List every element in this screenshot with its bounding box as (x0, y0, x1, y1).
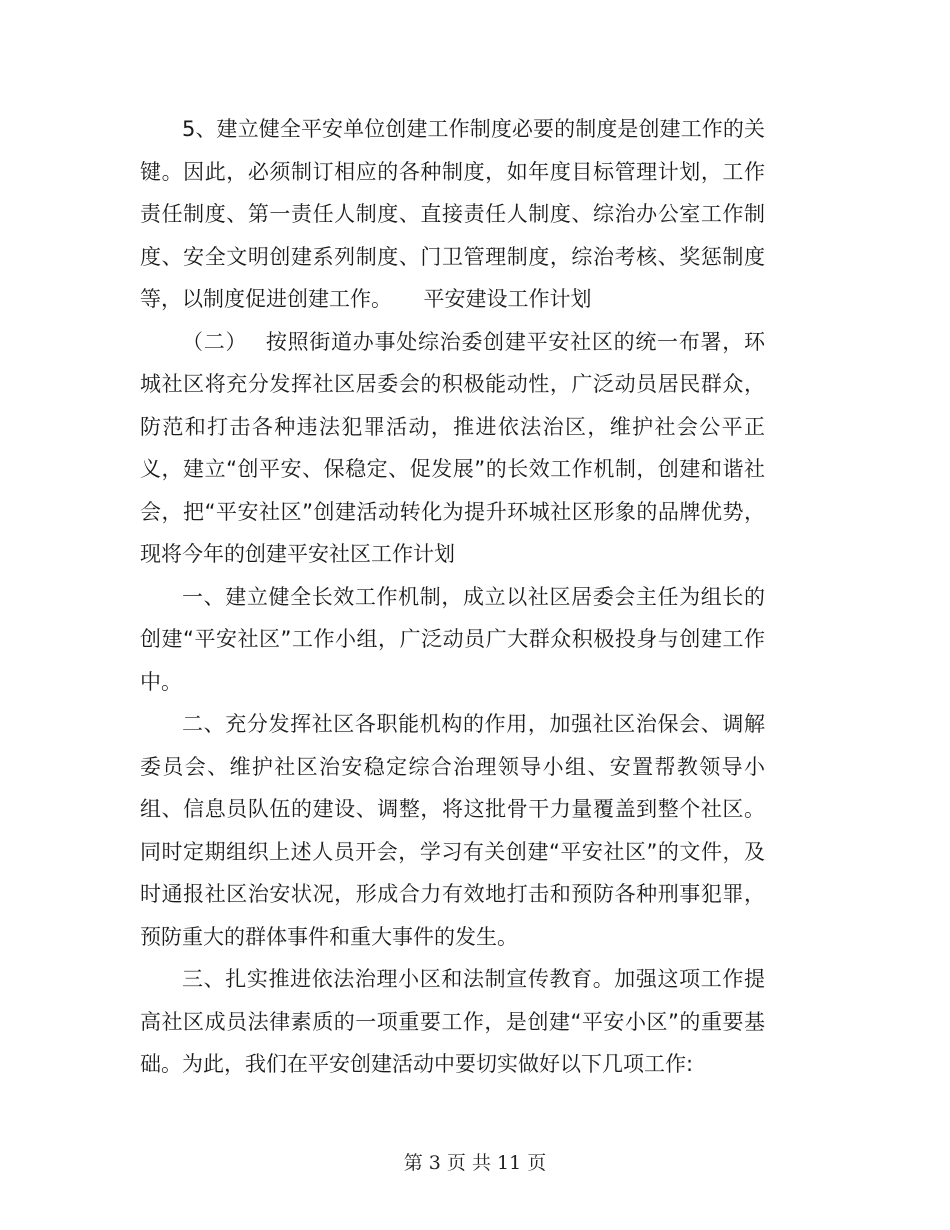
paragraph-functional-bodies: 二、充分发挥社区各职能机构的作用，加强社区治保会、调解委员会、维护社区治安稳定综合治理领导小组、安置帮教领导小组、信息员队伍的建设、调整，将这批骨干力量覆盖到整个社区。同时定期组织上述人员开会，学习有关创建“平安社区”的文件，及时通报社区治安状况，形成合力有效地打击和预防各种刑事犯罪，预防重大的群体事件和重大事件的发生。 (140, 712, 765, 949)
paragraph-community-plan-intro: （二） 按照街道办事处综治委创建平安社区的统一布署，环城社区将充分发挥社区居委会的积极能动性，广泛动员居民群众，防范和打击各种违法犯罪活动，推进依法治区，维护社会公平正义，建立“创平安、保稳定、促发展”的长效工作机制，创建和谐社会，把“平安社区”创建活动转化为提升环城社区形象的品牌优势，现将今年的创建平安社区工作计划 (140, 329, 765, 566)
paragraph-institution-building: 5、建立健全平安单位创建工作制度必要的制度是创建工作的关键。因此，必须制订相应的各种制度，如年度目标管理计划，工作责任制度、第一责任人制度、直接责任人制度、综治办公室工作制度、安全文明创建系列制度、门卫管理制度，综治考核、奖惩制度等，以制度促进创建工作。 平安建设工作计划 (140, 117, 765, 311)
paragraph-mechanism: 一、建立健全长效工作机制，成立以社区居委会主任为组长的创建“平安社区”工作小组，广泛动员广大群众积极投身与创建工作中。 (140, 584, 765, 694)
footer-middle: 页 共 (446, 1152, 491, 1174)
document-body (140, 108, 765, 1086)
footer-total-pages: 11 (497, 1152, 522, 1174)
page-footer (0, 1150, 950, 1176)
footer-suffix: 页 (527, 1152, 547, 1174)
footer-current-page: 3 (428, 1152, 441, 1174)
paragraph-legal-education: 三、扎实推进依法治理小区和法制宣传教育。加强这项工作提高社区成员法律素质的一项重要工作，是创建“平安小区”的重要基础。为此，我们在平安创建活动中要切实做好以下几项工作: (140, 967, 765, 1076)
footer-prefix: 第 (403, 1152, 423, 1174)
